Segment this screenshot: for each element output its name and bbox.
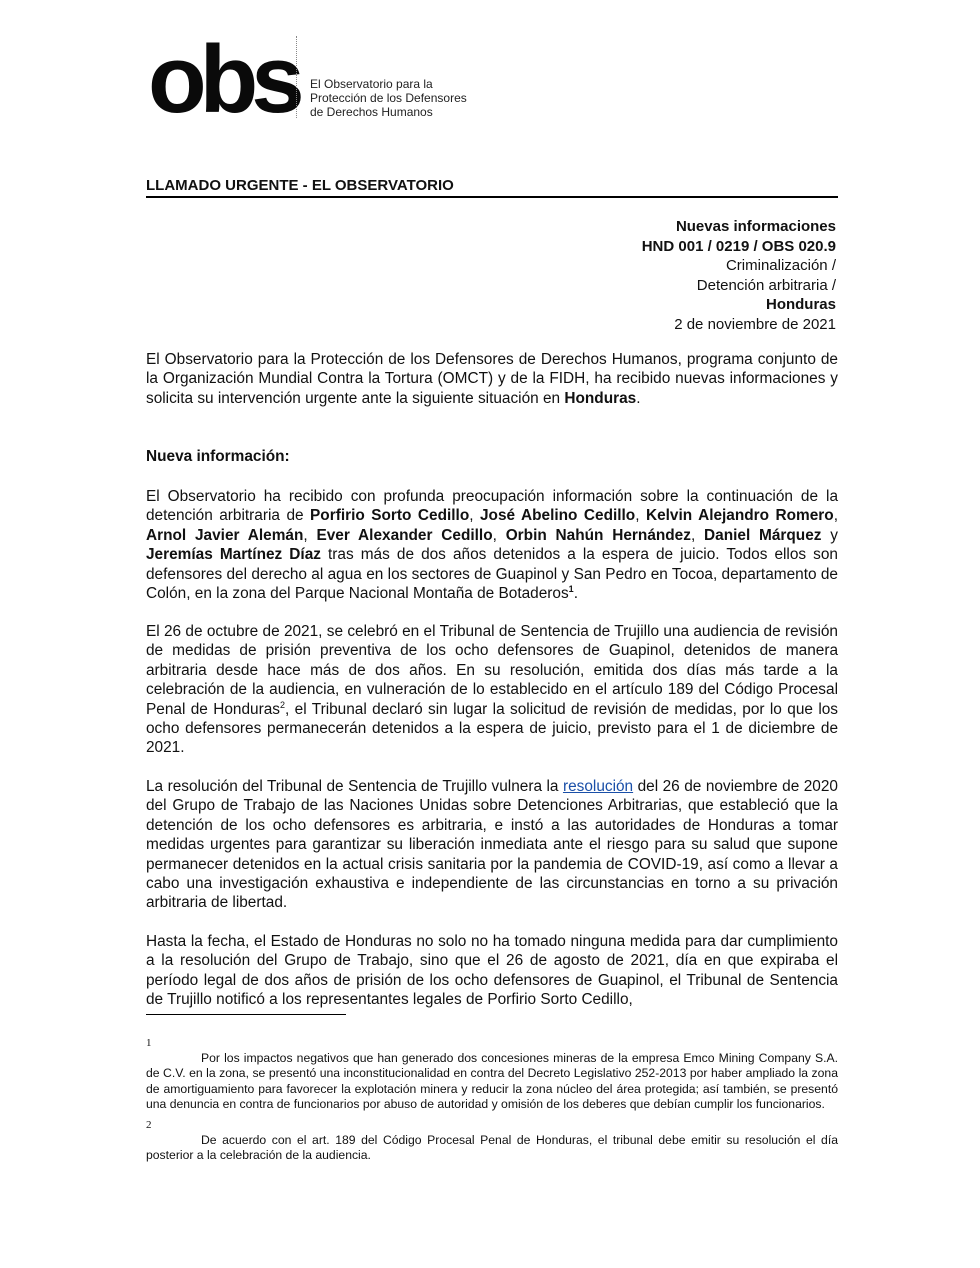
separator: , xyxy=(469,507,480,525)
category-1: Criminalización / xyxy=(725,257,836,275)
intro-country: Honduras xyxy=(564,389,637,407)
p1-text-rest: tras más de dos años detenidos a la espera de juicio. Todos ellos son defensores del derecho al agua en los sectores de Guapinol y San Pedro en Tocoa, departamento de Colón, en la zona del Parque Nacional Montaña de Botaderos xyxy=(146,546,838,603)
p2-text: El 26 de octubre de 2021, se celebró en el Tribunal de Sentencia de Trujillo una audiencia de revisión de medidas de prisión preventiva de los ocho defensores de Guapinol, detenidos de manera arbitraria desde hace más de dos años. En su resolución, emitida dos días más tarde a la celebración de la audiencia, en vulneración de lo establecido en el artículo 189 del Código Procesal Penal de Honduras xyxy=(146,623,838,718)
defender-name: Ever Alexander Cedillo xyxy=(316,526,493,544)
paragraph-2 xyxy=(146,622,838,758)
paragraph-4: Hasta la fecha, el Estado de Honduras no solo no ha tomado ninguna medida para dar cumplimiento a la resolución del Grupo de Trabajo, sino que el 26 de agosto de 2021, día en que expiraba el período legal de dos años de prisión de los ocho defensores de Guapinol, el Tribunal de Sentencia de Trujillo notificó a los representantes legales de Porfirio Sorto Cedillo, xyxy=(146,933,838,1009)
logo-org-line: de Derechos Humanos xyxy=(310,105,433,119)
paragraph-1 xyxy=(146,487,838,603)
defender-name: Orbin Nahún Hernández xyxy=(505,526,691,544)
footnote-number: 1 xyxy=(146,1037,152,1049)
intro-paragraph xyxy=(146,350,838,408)
logo-org-line: El Observatorio para la xyxy=(310,77,433,91)
defender-name: Jeremías Martínez Díaz xyxy=(146,546,321,564)
category-2: Detención arbitraria / xyxy=(696,276,836,294)
reference-code: HND 001 / 0219 / OBS 020.9 xyxy=(641,237,836,255)
defender-name: Daniel Márquez xyxy=(704,526,822,544)
document-heading: LLAMADO URGENTE - EL OBSERVATORIO xyxy=(146,177,838,198)
country: Honduras xyxy=(765,296,836,314)
separator: , xyxy=(690,526,705,544)
logo-org-name xyxy=(310,77,467,119)
defender-name: Kelvin Alejandro Romero xyxy=(645,507,834,525)
document-date: 2 de noviembre de 2021 xyxy=(674,315,836,333)
p1-end: . xyxy=(573,585,578,603)
separator: , xyxy=(303,526,317,544)
p3-text: La resolución del Tribunal de Sentencia de Trujillo vulnera la xyxy=(146,778,563,795)
defender-name: Arnol Javier Alemán xyxy=(146,526,304,544)
paragraph-3 xyxy=(146,777,838,913)
p1-text: El Observatorio ha recibido con profunda preocupación información sobre la continuación de la detención arbitraria de xyxy=(146,488,838,525)
intro-end: . xyxy=(636,389,641,407)
footnote-ref[interactable]: 2 xyxy=(279,699,285,710)
update-type: Nuevas informaciones xyxy=(675,218,836,235)
logo-separator xyxy=(296,36,297,118)
p3-text-rest: del 26 de noviembre de 2020 del Grupo de Trabajo de las Naciones Unidas sobre Detenciones Arbitrarias, que estableció que la detención de los ocho defensores es arbitraria, e instó a las autoridades de Honduras a tomar medidas urgentes para garantizar su liberación inmediata ante el riesgo para su salud que supone permanecer detenidos en la actual crisis sanitaria por la pandemia de COVID-19, así como a llevar a cabo una investigación exhaustiva e independiente de las circunstancias en torno a su privación arbitraria de libertad. xyxy=(146,778,838,912)
resolution-link[interactable]: resolución xyxy=(562,778,634,795)
footnote-2 xyxy=(146,1118,838,1164)
logo-org-line: Protección de los Defensores xyxy=(310,91,467,105)
defender-name: Porfirio Sorto Cedillo xyxy=(310,507,470,525)
footnote-divider xyxy=(146,1014,346,1015)
logo-mark: obs xyxy=(148,26,298,133)
intro-text: El Observatorio para la Protección de los Defensores de Derechos Humanos, programa conjunto de la Organización Mundial Contra la Tortura (OMCT) y de la FIDH, ha recibido nuevas informaciones y solicita su intervención urgente ante la siguiente situación en xyxy=(146,351,838,407)
footnote-1 xyxy=(146,1036,838,1112)
separator: y xyxy=(821,526,838,544)
separator: , xyxy=(635,507,646,525)
footnote-ref[interactable]: 1 xyxy=(568,583,574,594)
defender-name: José Abelino Cedillo xyxy=(480,507,636,525)
footnote-number: 2 xyxy=(146,1119,152,1131)
p2-text-rest: , el Tribunal declaró sin lugar la solicitud de revisión de medidas, por lo que los ocho defensores permanecerán detenidos a la espera de juicio, previsto para el 1 de diciembre de 2021. xyxy=(146,700,838,757)
separator: , xyxy=(833,507,838,525)
obs-logo xyxy=(148,26,298,133)
separator: , xyxy=(492,526,506,544)
footnote-text: De acuerdo con el art. 189 del Código Procesal Penal de Honduras, el tribunal debe emitir su resolución el día posterior a la celebración de la audiencia. xyxy=(146,1133,838,1163)
footnote-text: Por los impactos negativos que han generado dos concesiones mineras de la empresa Emco Mining Company S.A. de C.V. en la zona, se presentó una inconstitucionalidad en contra del Decreto Legislativo 252-2013 por haber ampliado la zona de amortiguamiento para favorecer la explotación minera y reducir la zona núcleo del área protegida; así también, se presentó una denuncia en contra de funcionarios por abuso de autoridad y omisión de los deberes que debían cumplir los funcionarios. xyxy=(146,1051,838,1111)
reference-block xyxy=(642,217,836,335)
section-title: Nueva información: xyxy=(146,448,290,465)
